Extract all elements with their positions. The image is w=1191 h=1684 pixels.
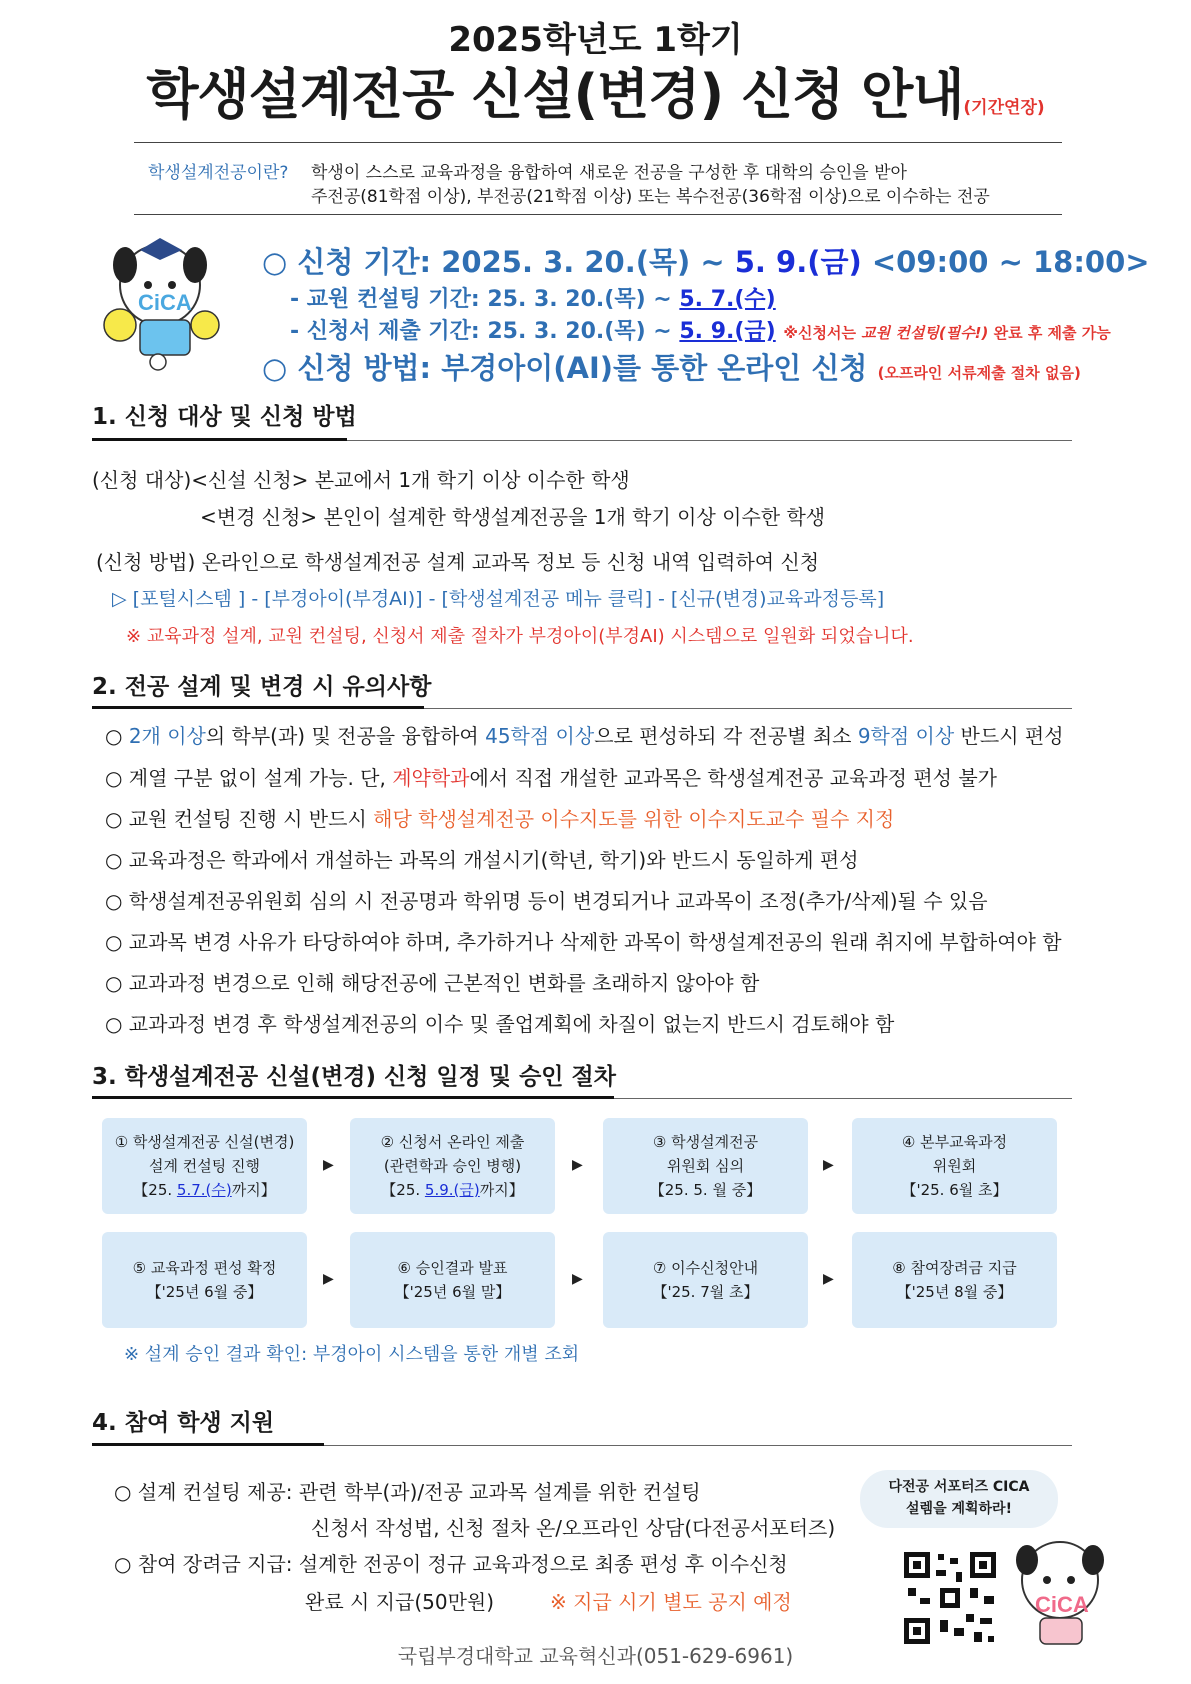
section-4-underline	[92, 1443, 324, 1446]
definition-label: 학생설계전공이란?	[148, 163, 289, 183]
application-method-text: ○ 신청 방법: 부경아이(AI)를 통한 온라인 신청	[262, 351, 868, 385]
method-online: (신청 방법) 온라인으로 학생설계전공 설계 교과목 정보 등 신청 내역 입력하여 신청	[96, 550, 820, 574]
arrow-5-6: ▶	[323, 1271, 334, 1287]
rule-committee: ○ 학생설계전공위원회 심의 시 전공명과 학위명 등이 변경되거나 교과목이 조정(추가/삭제)될 수 있음	[105, 889, 988, 913]
consult-end-date: 5. 7.(수)	[679, 287, 776, 312]
target-new: (신청 대상)<신설 신청> 본교에서 1개 학기 이상 이수한 학생	[92, 468, 630, 492]
step-7-box: ⑦ 이수신청안내 【'25. 7월 초】	[603, 1232, 808, 1328]
svg-text:CiCA: CiCA	[1035, 1592, 1089, 1617]
section-1-rule	[347, 440, 1072, 441]
period-time: <09:00 ~ 18:00>	[861, 245, 1150, 279]
arrow-7-8: ▶	[823, 1271, 834, 1287]
unification-note: ※ 교육과정 설계, 교원 컨설팅, 신청서 제출 절차가 부경아이(부경AI) 시스템으로 일원화 되었습니다.	[126, 626, 914, 647]
submit-end-date: 5. 9.(금)	[679, 319, 776, 344]
application-method-note: (오프라인 서류제출 절차 없음)	[877, 364, 1081, 382]
approval-result-note: ※ 설계 승인 결과 확인: 부경아이 시스템을 통한 개별 조회	[124, 1344, 580, 1365]
rule-review-plan: ○ 교과과정 변경 후 학생설계전공의 이수 및 졸업계획에 차질이 없는지 반드시 검토해야 함	[105, 1012, 895, 1036]
section-3-underline	[92, 1096, 614, 1099]
year-line: 2025학년도 1학기	[448, 20, 743, 60]
period-heading-text: ○ 신청 기간: 2025. 3. 20.(목) ~	[262, 245, 735, 279]
support-consulting: ○ 설계 컨설팅 제공: 관련 학부(과)/전공 교과목 설계를 위한 컨설팅	[114, 1480, 701, 1504]
footer-contact: 국립부경대학교 교육혁신과(051-629-6961)	[397, 1644, 794, 1668]
section-3-title: 3. 학생설계전공 신설(변경) 신청 일정 및 승인 절차	[92, 1064, 616, 1090]
step-2-box: ② 신청서 온라인 제출 (관련학과 승인 병행) 【25. 5.9.(금)까지】	[350, 1118, 555, 1214]
title-note: (기간연장)	[963, 98, 1045, 118]
rule-schedule: ○ 교육과정은 학과에서 개설하는 과목의 개설시기(학년, 학기)와 반드시 동일하게 편성	[105, 848, 859, 872]
arrow-2-3: ▶	[572, 1157, 583, 1173]
submit-period	[290, 314, 1111, 345]
section-2-title: 2. 전공 설계 및 변경 시 유의사항	[92, 674, 432, 700]
submit-period-text: - 신청서 제출 기간: 25. 3. 20.(목) ~	[290, 319, 680, 344]
rule-advisor: ○ 교원 컨설팅 진행 시 반드시 해당 학생설계전공 이수지도를 위한 이수지도교수 필수 지정	[105, 807, 895, 831]
divider-top	[134, 142, 1062, 143]
consult-period-text: - 교원 컨설팅 기간: 25. 3. 20.(목) ~	[290, 287, 680, 312]
step-6-box: ⑥ 승인결과 발표 【'25년 6월 말】	[350, 1232, 555, 1328]
step-5-box: ⑤ 교육과정 편성 확정 【'25년 6월 중】	[102, 1232, 307, 1328]
step-4-box: ④ 본부교육과정 위원회 【'25. 6월 초】	[852, 1118, 1057, 1214]
definition-line-1: 학생이 스스로 교육과정을 융합하여 새로운 전공을 구성한 후 대학의 승인을 받아	[311, 163, 907, 183]
definition-line-2: 주전공(81학점 이상), 부전공(21학점 이상) 또는 복수전공(36학점 이상)으로 이수하는 전공	[311, 187, 990, 207]
qr-code-icon[interactable]	[900, 1548, 1000, 1648]
rule-credits: ○ 2개 이상의 학부(과) 및 전공을 융합하여 45학점 이상으로 편성하되 각 전공별 최소 9학점 이상 반드시 편성	[105, 724, 1064, 748]
period-heading	[262, 240, 1150, 281]
section-1-title: 1. 신청 대상 및 신청 방법	[92, 404, 357, 430]
application-method	[262, 346, 1081, 387]
step-1-box: ① 학생설계전공 신설(변경) 설계 컨설팅 진행 【25. 5.7.(수)까지】	[102, 1118, 307, 1214]
period-end-date: 5. 9.(금)	[734, 245, 862, 279]
support-consulting-detail: 신청서 작성법, 신청 절차 온/오프라인 상담(다전공서포터즈)	[311, 1516, 836, 1540]
page-title: 학생설계전공 신설(변경) 신청 안내	[146, 63, 964, 126]
section-4-title: 4. 참여 학생 지원	[92, 1410, 275, 1436]
rule-contract-dept: ○ 계열 구분 없이 설계 가능. 단, 계약학과에서 직접 개설한 교과목은 학생설계전공 교육과정 편성 불가	[105, 766, 997, 790]
arrow-3-4: ▶	[823, 1157, 834, 1173]
svg-text:CiCA: CiCA	[138, 290, 192, 315]
support-scholarship: ○ 참여 장려금 지급: 설계한 전공이 정규 교육과정으로 최종 편성 후 이수신청	[114, 1552, 788, 1576]
support-scholarship-detail: 완료 시 지급(50만원) ※ 지급 시기 별도 공지 예정	[305, 1590, 792, 1614]
supporters-badge: 다전공 서포터즈 CICA 설렘을 계획하라!	[860, 1470, 1058, 1528]
section-3-rule	[614, 1098, 1072, 1099]
divider-bottom	[134, 214, 1062, 215]
arrow-1-2: ▶	[323, 1157, 334, 1173]
submit-note: ※신청서는 교원 컨설팅(필수!) 완료 후 제출 가능	[783, 324, 1111, 342]
section-2-rule	[424, 708, 1072, 709]
section-2-underline	[92, 706, 424, 709]
section-4-rule	[324, 1445, 1072, 1446]
rule-change-reason: ○ 교과목 변경 사유가 타당하여야 하며, 추가하거나 삭제한 과목이 학생설계전공의 원래 취지에 부합하여야 함	[105, 930, 1062, 954]
section-1-underline	[92, 438, 347, 441]
step-3-box: ③ 학생설계전공 위원회 심의 【25. 5. 월 중】	[603, 1118, 808, 1214]
cica-mascot-illustration	[100, 230, 230, 380]
consult-period	[290, 282, 776, 313]
step-8-box: ⑧ 참여장려금 지급 【'25년 8월 중】	[852, 1232, 1057, 1328]
arrow-6-7: ▶	[572, 1271, 583, 1287]
rule-no-fundamental-change: ○ 교과과정 변경으로 인해 해당전공에 근본적인 변화를 초래하지 않아야 함	[105, 971, 760, 995]
cica-mascot-right-illustration	[1005, 1530, 1115, 1650]
page-title-wrap	[0, 52, 1191, 129]
menu-path: ▷ [포털시스템 ] - [부경아이(부경AI)] - [학생설계전공 메뉴 클릭] - [신규(변경)교육과정등록]	[112, 588, 885, 610]
target-change: <변경 신청> 본인이 설계한 학생설계전공을 1개 학기 이상 이수한 학생	[200, 505, 826, 529]
